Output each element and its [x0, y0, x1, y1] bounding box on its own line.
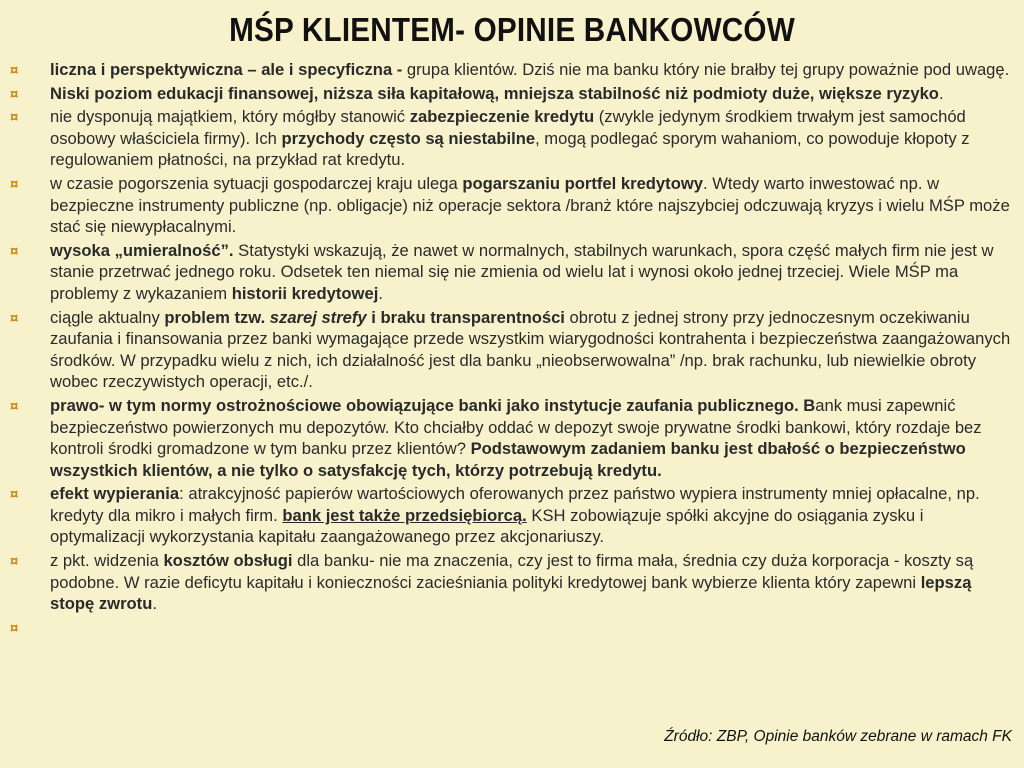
- bullet-list: [8, 59, 1018, 640]
- bullet-text-bold: prawo- w tym normy ostrożnościowe obowiązujące banki jako instytucje zaufania publicznego. B: [50, 395, 816, 415]
- bullet-text-bold: i braku transparentności: [366, 307, 565, 327]
- bullet-text: .: [152, 594, 157, 614]
- bullet-text: . Wtedy warto inwestować np. w bezpieczne instrumenty publiczne (np. obligacje) niż operacje sektora /branż które najszybciej odczuwają kryzys i wielu MŚP może stać się niewypłacalnymi.: [50, 173, 1010, 237]
- bullet-text: nie dysponują majątkiem, który mógłby stanowić: [50, 107, 410, 127]
- bullet-item-empty: [8, 617, 1018, 639]
- bullet-text: , mogą podlegać sporym wahaniom, co powoduje kłopoty z regulowaniem płatności, na przykład rat kredytu.: [50, 128, 970, 170]
- bullet-icon: ¤: [10, 309, 19, 327]
- bullet-icon: ¤: [10, 109, 19, 127]
- bullet-text-bold: historii kredytowej: [231, 283, 379, 303]
- bullet-item: [8, 106, 1018, 171]
- bullet-icon: ¤: [10, 397, 19, 415]
- bullet-text: obrotu z jednej strony przy jednoczesnym oczekiwaniu zaufania i finansowania przez banki wymagające przede wszystkim wiarygodności kontrahenta i bezpieczeństwa zaangażowanych środków. W przypadku wielu z nich, ich działalność jest dla banku „nieobserwowalna” /np. brak rachunku, lub niewielkie obroty wobec rzeczywistych operacji, etc./.: [50, 307, 1011, 392]
- bullet-item: [8, 550, 1018, 615]
- bullet-text-underlined: bank jest także przedsiębiorcą.: [282, 505, 527, 525]
- bullet-text-bold-italic: szarej strefy: [269, 307, 367, 327]
- bullet-text-bold: efekt wypierania: [50, 484, 180, 504]
- bullet-text-bold: problem tzw.: [164, 307, 270, 327]
- bullet-text: grupa klientów. Dziś nie ma banku który nie brałby tej grupy poważnie pod uwagę.: [406, 60, 1010, 79]
- bullet-text-bold: przychody często są niestabilne: [281, 128, 536, 148]
- source-note: Źródło: ZBP, Opinie banków zebrane w ramach FK: [664, 728, 1012, 745]
- bullet-item: [8, 240, 1018, 305]
- bullet-icon: ¤: [10, 242, 19, 260]
- bullet-text: (zwykle jedynym środkiem trwałym jest samochód osobowy właściciela firmy). Ich: [50, 107, 966, 148]
- bullet-icon: ¤: [10, 486, 19, 504]
- bullet-item: [8, 59, 1018, 81]
- bullet-item: [8, 395, 1018, 481]
- bullet-icon: ¤: [10, 85, 19, 103]
- bullet-text-bold: wysoka „umieralność”.: [50, 240, 234, 260]
- bullet-text: z pkt. widzenia: [50, 551, 164, 571]
- bullet-text: KSH zobowiązuje spółki akcyjne do osiągania zysku i optymalizacji wykorzystania kapitału zaangażowanego przez akcjonariuszy.: [50, 505, 924, 547]
- slide-title: MŚP KLIENTEM- OPINIE BANKOWCÓW: [229, 11, 795, 48]
- bullet-text: .: [378, 283, 383, 303]
- bullet-text: dla banku- nie ma znaczenia, czy jest to firma mała, średnia czy duża korporacja - koszty są podobne. W razie deficytu kapitału i konieczności zacieśniania polityki kredytowej bank wybierze klienta który zapewni: [50, 551, 974, 592]
- bullet-text-bold: kosztów obsługi: [163, 551, 293, 571]
- bullet-icon: ¤: [10, 175, 19, 193]
- bullet-text: .: [938, 83, 944, 103]
- bullet-text-bold: lepszą stopę zwrotu: [50, 572, 972, 614]
- bullet-item: [8, 173, 1018, 238]
- bullet-text-bold: Niski poziom edukacji finansowej, niższa siła kapitałową, mniejsza stabilność niż podmioty duże, większe ryzyko: [50, 83, 939, 103]
- bullet-text: w czasie pogorszenia sytuacji gospodarczej kraju ulega: [50, 173, 463, 193]
- bullet-text: : atrakcyjność papierów wartościowych oferowanych przez państwo wypiera instrumenty mniej opłacalne, np. kredyty dla mikro i małych firm.: [50, 484, 980, 525]
- bullet-icon: ¤: [10, 553, 19, 571]
- bullet-icon: ¤: [10, 619, 19, 637]
- bullet-text-bold: liczna i perspektywiczna – ale i specyficzna -: [50, 60, 407, 79]
- bullet-text-bold: pogarszaniu portfel kredytowy: [462, 173, 703, 193]
- bullet-item: [8, 307, 1018, 393]
- bullet-item: [8, 483, 1018, 548]
- bullet-text: ank musi zapewnić bezpieczeństwo powierzonych mu depozytów. Kto chciałby oddać w depozyt swoje prywatne środki bankowi, który rozdaje bez kontroli środki gromadzone w tym banku przez klientów?: [50, 395, 982, 459]
- bullet-text-bold: zabezpieczenie kredytu: [409, 107, 595, 127]
- bullet-icon: ¤: [10, 62, 19, 79]
- bullet-text: ciągle aktualny: [50, 307, 165, 327]
- bullet-item: [8, 83, 1018, 105]
- bullet-text-bold: Podstawowym zadaniem banku jest dbałość o bezpieczeństwo wszystkich klientów, a nie tylko o satysfakcję tych, którzy potrzebują kredytu.: [50, 439, 966, 480]
- bullet-text: Statystyki wskazują, że nawet w normalnych, stabilnych warunkach, spora część małych firm nie jest w stanie przetrwać jednego roku. Odsetek ten niemal się nie zmienia od wielu lat i wynosi około jednej trzeciej. Wiele MŚP ma problemy z wykazaniem: [50, 240, 994, 303]
